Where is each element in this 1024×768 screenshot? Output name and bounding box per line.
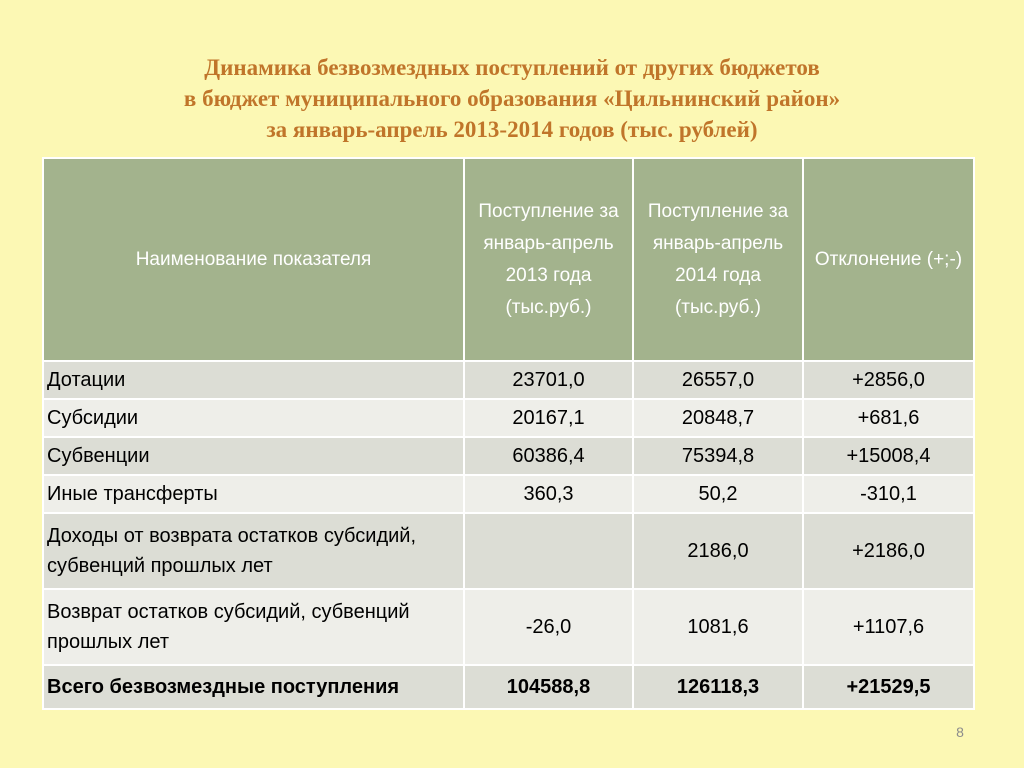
table-total-row — [43, 665, 974, 709]
total-deviation: +21529,5 — [803, 665, 974, 709]
table-header-row — [43, 158, 974, 361]
page-number: 8 — [956, 724, 964, 740]
title-line-3: за январь-апрель 2013-2014 годов (тыс. рублей) — [266, 117, 758, 142]
table-row — [43, 399, 974, 437]
row-value-2013: 360,3 — [464, 475, 633, 513]
header-2013: Поступление за январь-апрель 2013 года (тыс.руб.) — [464, 158, 633, 361]
table-row — [43, 361, 974, 399]
row-deviation: +681,6 — [803, 399, 974, 437]
row-deviation: +1107,6 — [803, 589, 974, 665]
row-deviation: +2186,0 — [803, 513, 974, 589]
row-value-2014: 2186,0 — [633, 513, 803, 589]
row-deviation: -310,1 — [803, 475, 974, 513]
row-value-2014: 26557,0 — [633, 361, 803, 399]
title-line-1: Динамика безвозмездных поступлений от других бюджетов — [204, 55, 820, 80]
row-value-2013 — [464, 513, 633, 589]
row-value-2014: 1081,6 — [633, 589, 803, 665]
table-row — [43, 513, 974, 589]
row-value-2013: 23701,0 — [464, 361, 633, 399]
table-row — [43, 589, 974, 665]
header-2014: Поступление за январь-апрель 2014 года (тыс.руб.) — [633, 158, 803, 361]
table-row — [43, 437, 974, 475]
row-name: Субсидии — [43, 399, 464, 437]
total-value-2013: 104588,8 — [464, 665, 633, 709]
row-value-2014: 50,2 — [633, 475, 803, 513]
row-value-2013: 20167,1 — [464, 399, 633, 437]
table-row — [43, 475, 974, 513]
row-value-2014: 20848,7 — [633, 399, 803, 437]
row-value-2013: -26,0 — [464, 589, 633, 665]
total-name: Всего безвозмездные поступления — [43, 665, 464, 709]
revenue-table — [42, 157, 975, 710]
row-deviation: +2856,0 — [803, 361, 974, 399]
row-name: Доходы от возврата остатков субсидий, субвенций прошлых лет — [43, 513, 464, 589]
row-name: Возврат остатков субсидий, субвенций прошлых лет — [43, 589, 464, 665]
header-deviation: Отклонение (+;-) — [803, 158, 974, 361]
row-name: Дотации — [43, 361, 464, 399]
header-indicator-name: Наименование показателя — [43, 158, 464, 361]
total-value-2014: 126118,3 — [633, 665, 803, 709]
row-deviation: +15008,4 — [803, 437, 974, 475]
row-name: Иные трансферты — [43, 475, 464, 513]
title-line-2: в бюджет муниципального образования «Цильнинский район» — [183, 86, 841, 111]
page-title — [0, 52, 1024, 145]
row-value-2013: 60386,4 — [464, 437, 633, 475]
row-value-2014: 75394,8 — [633, 437, 803, 475]
row-name: Субвенции — [43, 437, 464, 475]
